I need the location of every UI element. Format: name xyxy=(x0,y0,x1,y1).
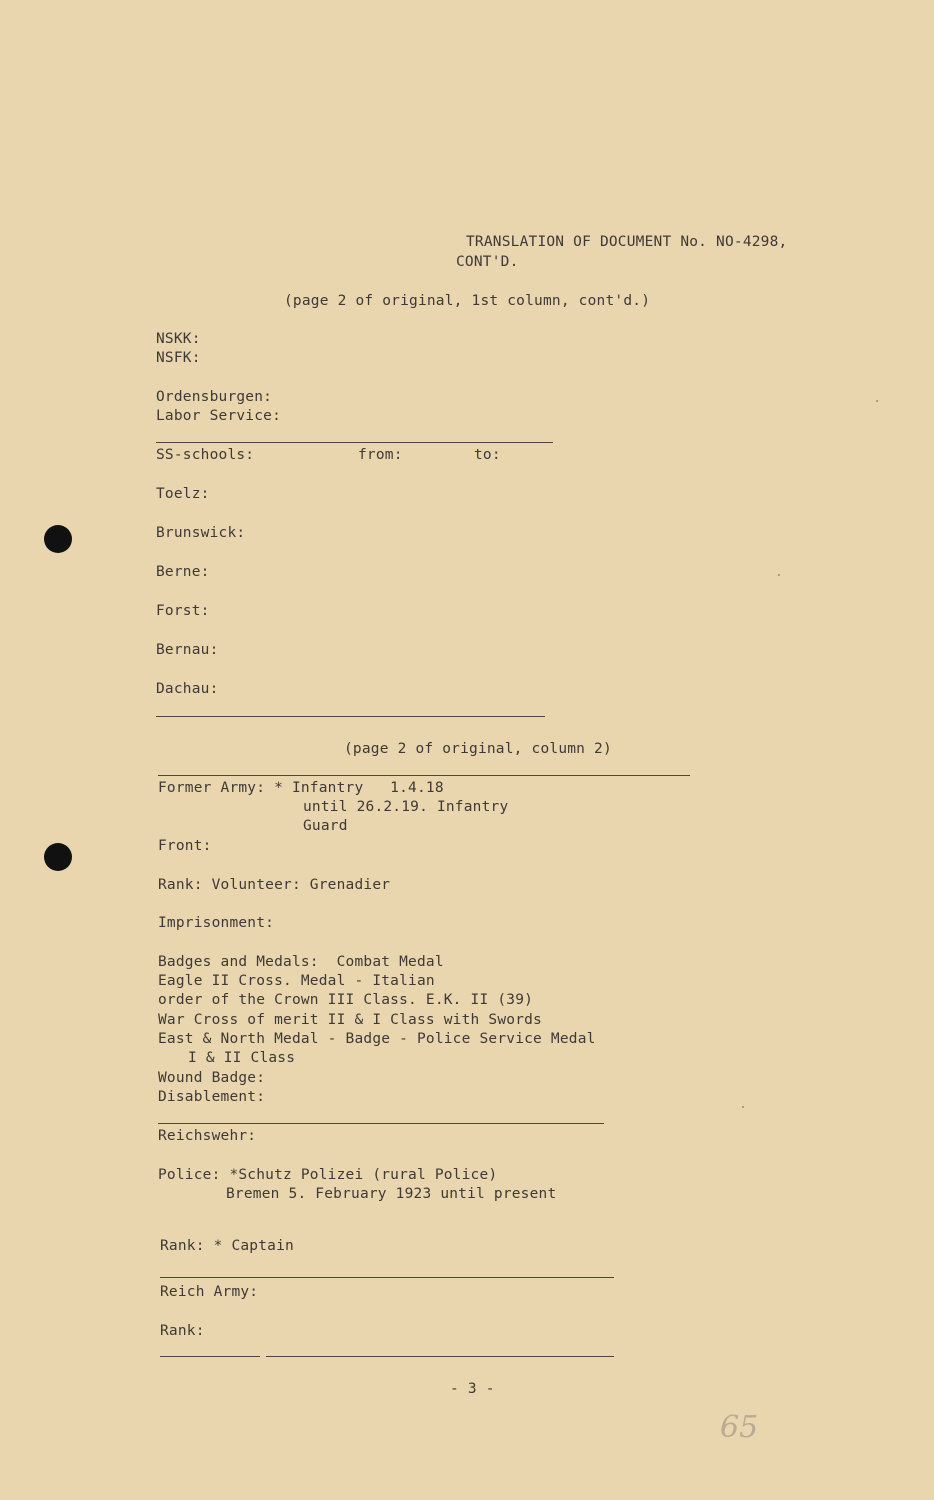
badges-line: War Cross of merit II & I Class with Swords xyxy=(158,1012,542,1028)
ss-school-item: Toelz: xyxy=(156,486,210,502)
field-rank: Rank: * Captain xyxy=(160,1238,294,1254)
ss-school-item: Brunswick: xyxy=(156,525,246,541)
ss-school-item: Berne: xyxy=(156,564,210,580)
field-nsfk: NSFK: xyxy=(156,350,201,366)
divider xyxy=(158,775,690,776)
former-army-line: until 26.2.19. Infantry xyxy=(303,799,509,815)
ss-schools-to: to: xyxy=(474,447,501,463)
field-disablement: Disablement: xyxy=(158,1089,266,1105)
field-imprisonment: Imprisonment: xyxy=(158,915,275,931)
ss-school-item: Forst: xyxy=(156,603,210,619)
ss-schools-from: from: xyxy=(358,447,403,463)
divider xyxy=(160,1277,614,1278)
paper-speck xyxy=(876,400,878,402)
header-continued: CONT'D. xyxy=(456,254,519,270)
page-number: - 3 - xyxy=(450,1381,495,1397)
police-line: Police: *Schutz Polizei (rural Police) xyxy=(158,1167,498,1183)
ss-school-item: Dachau: xyxy=(156,681,219,697)
field-rank: Rank: Volunteer: Grenadier xyxy=(158,877,391,893)
ss-schools-label: SS-schools: xyxy=(156,447,255,463)
divider xyxy=(158,1123,604,1124)
divider xyxy=(160,1356,260,1357)
field-labor-service: Labor Service: xyxy=(156,408,282,424)
field-rank: Rank: xyxy=(160,1323,205,1339)
punch-hole-top xyxy=(44,525,72,553)
field-reichswehr: Reichswehr: xyxy=(158,1128,257,1144)
former-army-line: Former Army: * Infantry 1.4.18 xyxy=(158,780,444,796)
former-army-line: Guard xyxy=(303,818,348,834)
punch-hole-bottom xyxy=(44,843,72,871)
badges-line: order of the Crown III Class. E.K. II (39) xyxy=(158,992,534,1008)
paper-speck xyxy=(778,574,780,576)
field-wound-badge: Wound Badge: xyxy=(158,1070,266,1086)
field-nskk: NSKK: xyxy=(156,331,201,347)
section-caption-1: (page 2 of original, 1st column, cont'd.) xyxy=(284,293,651,309)
paper-speck xyxy=(742,1106,744,1108)
badges-line: Badges and Medals: Combat Medal xyxy=(158,954,444,970)
section-caption-2: (page 2 of original, column 2) xyxy=(344,741,612,757)
field-front: Front: xyxy=(158,838,212,854)
divider xyxy=(266,1356,614,1357)
police-line: Bremen 5. February 1923 until present xyxy=(226,1186,557,1202)
field-ordensburgen: Ordensburgen: xyxy=(156,389,273,405)
divider xyxy=(156,716,545,717)
divider xyxy=(156,442,553,443)
header-title: TRANSLATION OF DOCUMENT No. NO-4298, xyxy=(466,234,788,250)
badges-line: East & North Medal - Badge - Police Service Medal xyxy=(158,1031,596,1047)
badges-line: I & II Class xyxy=(188,1050,296,1066)
badges-line: Eagle II Cross. Medal - Italian xyxy=(158,973,435,989)
field-reich-army: Reich Army: xyxy=(160,1284,259,1300)
ss-school-item: Bernau: xyxy=(156,642,219,658)
pencil-annotation: 65 xyxy=(720,1410,759,1445)
